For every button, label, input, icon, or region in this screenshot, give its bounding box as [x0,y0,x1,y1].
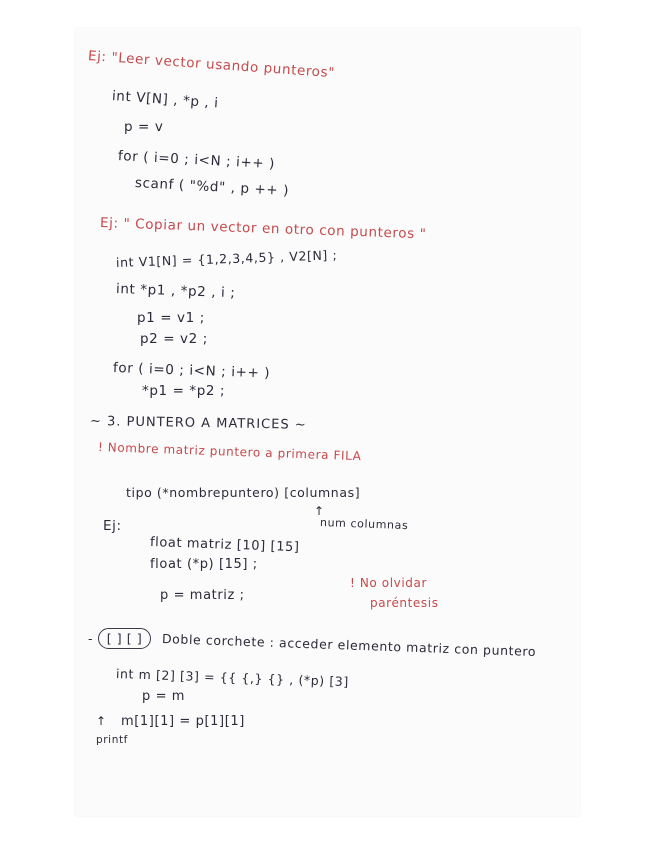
syntax-note: num columnas [319,516,409,533]
example-1-line-3: for ( i=0 ; i<N ; i++ ) [117,148,276,173]
syntax-arrow-icon: ↑ [314,504,325,518]
dash: - [88,631,94,646]
example-1-line-4: scanf ( "%d" , p ++ ) [134,175,290,200]
example-3-line-1: float matriz [10] [15] [149,535,300,556]
example-2-line-3: p1 = v1 ; [137,310,205,326]
example-3-line-3: p = matriz ; [160,588,245,603]
section-title: ~ 3. PUNTERO A MATRICES ~ [89,414,307,433]
example-2-line-6: *p1 = *p2 ; [142,383,226,399]
example-1-line-2: p = v [124,119,164,135]
printf-arrow-icon: ↑ [96,714,107,728]
syntax-line: tipo (*nombrepuntero) [columnas] [126,485,361,500]
example-4-line-2: p = m [142,689,186,704]
example-1-title: Ej: "Leer vector usando punteros" [87,48,336,82]
double-bracket-description: Doble corchete : acceder elemento matriz con puntero [161,631,537,660]
example-3-line-2: float (*p) [15] ; [150,557,258,572]
example-2-line-2: int *p1 , *p2 , i ; [115,281,236,302]
example-2-line-1: int V1[N] = {1,2,3,4,5} , V2[N] ; [115,247,338,270]
example-3-label: Ej: [103,518,122,534]
example-3-warning-line-1: ! No olvidar [350,576,427,590]
double-bracket-row [88,628,537,660]
example-2-title: Ej: " Copiar un vector en otro con punteros " [99,215,427,243]
example-2-line-4: p2 = v2 ; [140,331,208,347]
printf-label: printf [96,734,128,746]
example-4-line-3: m[1][1] = p[1][1] [121,714,245,729]
section-note: ! Nombre matriz puntero a primera FILA [97,440,362,464]
example-4-line-1: int m [2] [3] = {{ {,} {} , (*p) [3] [115,666,350,690]
example-3-warning-line-2: paréntesis [370,596,439,610]
example-2-line-5: for ( i=0 ; i<N ; i++ ) [112,360,271,382]
double-bracket-circled: [ ] [ ] [98,628,152,649]
example-1-line-1: int V[N] , *p , i [111,88,220,112]
